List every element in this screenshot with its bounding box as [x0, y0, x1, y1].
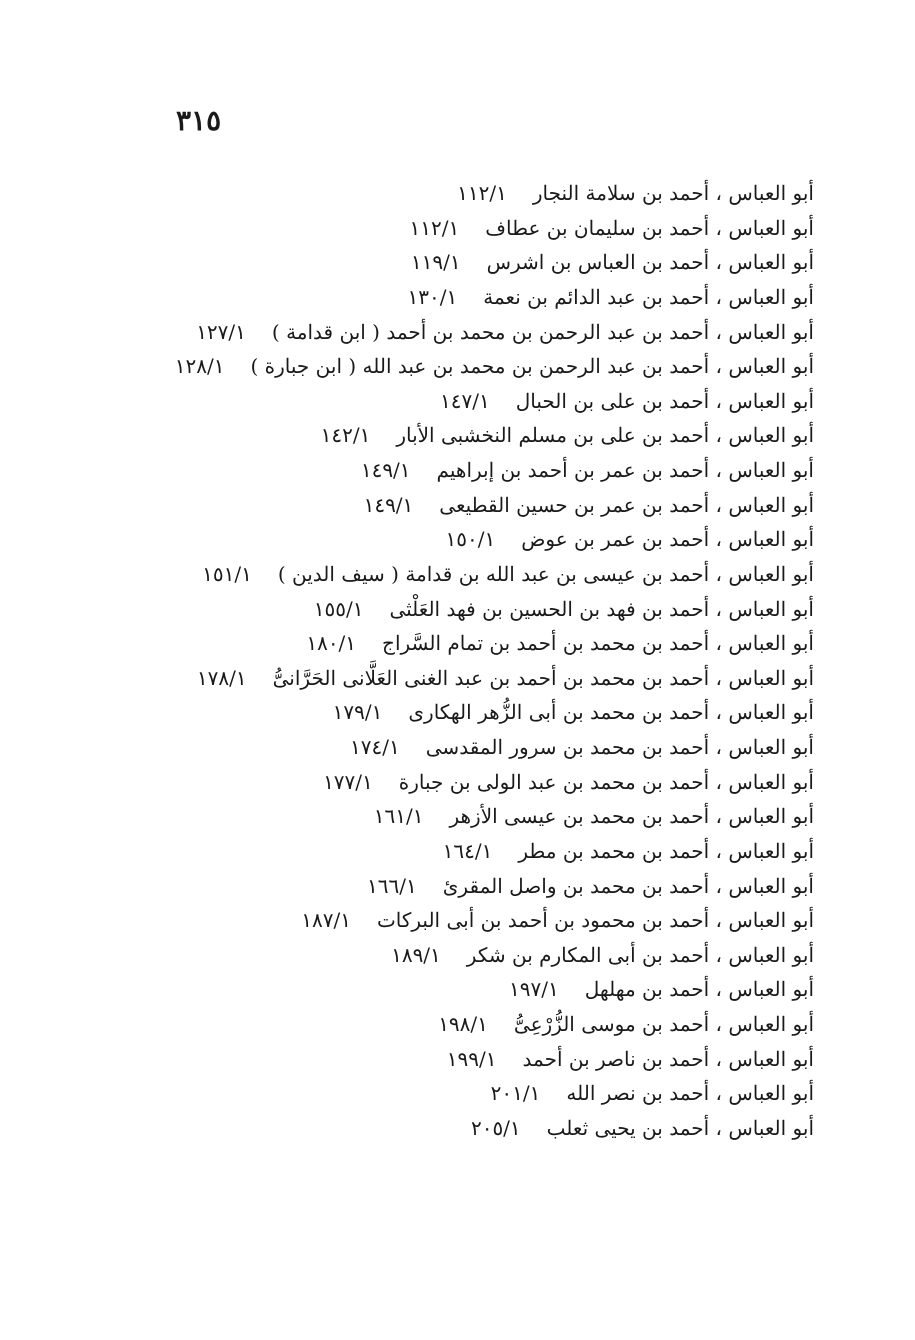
index-entry	[74, 799, 814, 834]
entry-reference: ١٦١/١	[373, 804, 424, 829]
entry-name: أبو العباس ، أحمد بن محمود بن أحمد بن أبى البركات	[376, 908, 814, 933]
index-entry	[74, 626, 814, 661]
entry-name: أبو العباس ، أحمد بن نصر الله	[566, 1081, 814, 1106]
entry-reference: ١٧٩/١	[332, 700, 383, 725]
entry-reference: ١٤٢/١	[320, 423, 371, 448]
index-entry	[74, 695, 814, 730]
entry-reference: ١٢٨/١	[174, 354, 225, 379]
index-entry	[74, 1111, 814, 1146]
entry-reference: ١٨٩/١	[391, 942, 441, 967]
index-entry	[74, 1042, 814, 1077]
index-entry	[74, 384, 814, 419]
entry-name: أبو العباس ، أحمد بن مهلهل	[584, 977, 814, 1002]
entry-name: أبو العباس ، أحمد بن عبد الرحمن بن محمد بن أحمد ( ابن قدامة )	[271, 319, 814, 344]
entry-reference: ١٦٦/١	[367, 873, 417, 898]
entry-reference: ١٧٨/١	[196, 665, 247, 690]
index-entry	[74, 730, 814, 765]
entry-reference: ١٩٧/١	[509, 977, 559, 1002]
entry-name: أبو العباس ، أحمد بن محمد بن أحمد بن عبد الغنى العَلَّانى الحَرَّانىُّ	[272, 665, 814, 690]
entry-name: أبو العباس ، أحمد بن عمر بن حسين القطيعى	[439, 492, 814, 517]
entry-name: أبو العباس ، أحمد بن عبد الرحمن بن محمد بن عبد الله ( ابن جبارة )	[250, 354, 814, 379]
entry-reference: ١٩٩/١	[446, 1046, 497, 1071]
entry-name: أبو العباس ، أحمد بن عبد الدائم بن نعمة	[483, 284, 814, 309]
index-entry	[74, 245, 814, 280]
entry-name: أبو العباس ، أحمد بن محمد بن مطر	[518, 838, 814, 863]
entry-name: أبو العباس ، أحمد بن أبى المكارم بن شكر	[466, 942, 814, 967]
page-number: ٣١٥	[176, 104, 222, 137]
entry-name: أبو العباس ، أحمد بن محمد بن عيسى الأزهر	[449, 804, 814, 829]
entry-reference: ١٨٠/١	[306, 631, 357, 656]
index-entry	[74, 903, 814, 938]
index-entry	[74, 488, 814, 523]
index-entry	[74, 661, 814, 696]
index-entry	[74, 418, 814, 453]
index-entries	[74, 176, 814, 1146]
entry-reference: ١٧٧/١	[323, 769, 373, 794]
index-entry	[74, 280, 814, 315]
entry-name: أبو العباس ، أحمد بن محمد بن سرور المقدسى	[425, 735, 814, 759]
entry-reference: ١٦٤/١	[442, 838, 493, 863]
entry-name: أبو العباس ، أحمد بن محمد بن عبد الولى بن جبارة	[398, 769, 814, 794]
entry-reference: ١١٩/١	[410, 250, 461, 275]
entry-name: أبو العباس ، أحمد بن عمر بن أحمد بن إبراهيم	[436, 458, 814, 482]
index-entry	[74, 522, 814, 557]
entry-reference: ١٩٨/١	[438, 1012, 488, 1036]
index-entry	[74, 1076, 814, 1111]
entry-reference: ٢٠٥/١	[470, 1115, 521, 1140]
index-entry	[74, 557, 814, 592]
entry-name: أبو العباس ، أحمد بن ناصر بن أحمد	[522, 1046, 814, 1071]
entry-name: أبو العباس ، أحمد بن على بن الحبال	[515, 388, 814, 413]
entry-name: أبو العباس ، أحمد بن محمد بن أبى الزُّهر الهكارى	[408, 700, 814, 725]
entry-reference: ١٧٤/١	[350, 735, 400, 759]
entry-reference: ١٣٠/١	[407, 284, 458, 309]
entry-name: أبو العباس ، أحمد بن عمر بن عوض	[521, 527, 814, 552]
index-entry	[74, 211, 814, 246]
entry-reference: ١٤٧/١	[440, 388, 490, 413]
entry-name: أبو العباس ، أحمد بن محمد بن واصل المقرئ	[442, 873, 814, 898]
index-entry	[74, 834, 814, 869]
entry-name: أبو العباس ، أحمد بن العباس بن اشرس	[486, 250, 814, 275]
entry-reference: ١٤٩/١	[363, 492, 414, 517]
entry-reference: ١٢٧/١	[196, 319, 246, 344]
index-entry	[74, 592, 814, 627]
entry-name: أبو العباس ، أحمد بن محمد بن أحمد بن تمام السَّراج	[382, 631, 814, 656]
entry-reference: ١٥٠/١	[445, 527, 496, 552]
entry-name: أبو العباس ، أحمد بن موسى الزُّرْعِىُّ	[513, 1012, 814, 1036]
entry-reference: ١١٢/١	[409, 215, 460, 240]
index-entry	[74, 972, 814, 1007]
index-entry	[74, 1007, 814, 1042]
entry-name: أبو العباس ، أحمد بن على بن مسلم النخشبى الأبار	[396, 423, 814, 448]
entry-name: أبو العباس ، أحمد بن سلامة النجار	[532, 181, 814, 205]
entry-name: أبو العباس ، أحمد بن عيسى بن عبد الله بن قدامة ( سيف الدين )	[277, 561, 814, 586]
index-entry	[74, 315, 814, 350]
entry-reference: ١٨٧/١	[301, 908, 351, 933]
index-entry	[74, 176, 814, 211]
entry-name: أبو العباس ، أحمد بن سليمان بن عطاف	[485, 215, 814, 240]
entry-reference: ١٥٥/١	[313, 596, 364, 621]
entry-reference: ٢٠١/١	[490, 1081, 541, 1106]
index-entry	[74, 938, 814, 973]
entry-name: أبو العباس ، أحمد بن يحيى ثعلب	[546, 1115, 814, 1140]
entry-reference: ١٤٩/١	[360, 458, 411, 482]
index-entry	[74, 869, 814, 904]
index-entry	[74, 453, 814, 488]
entry-reference: ١١٢/١	[457, 181, 507, 205]
index-entry	[74, 349, 814, 384]
index-entry	[74, 765, 814, 800]
entry-reference: ١٥١/١	[202, 561, 252, 586]
entry-name: أبو العباس ، أحمد بن فهد بن الحسين بن فهد العَلْثى	[389, 596, 814, 621]
